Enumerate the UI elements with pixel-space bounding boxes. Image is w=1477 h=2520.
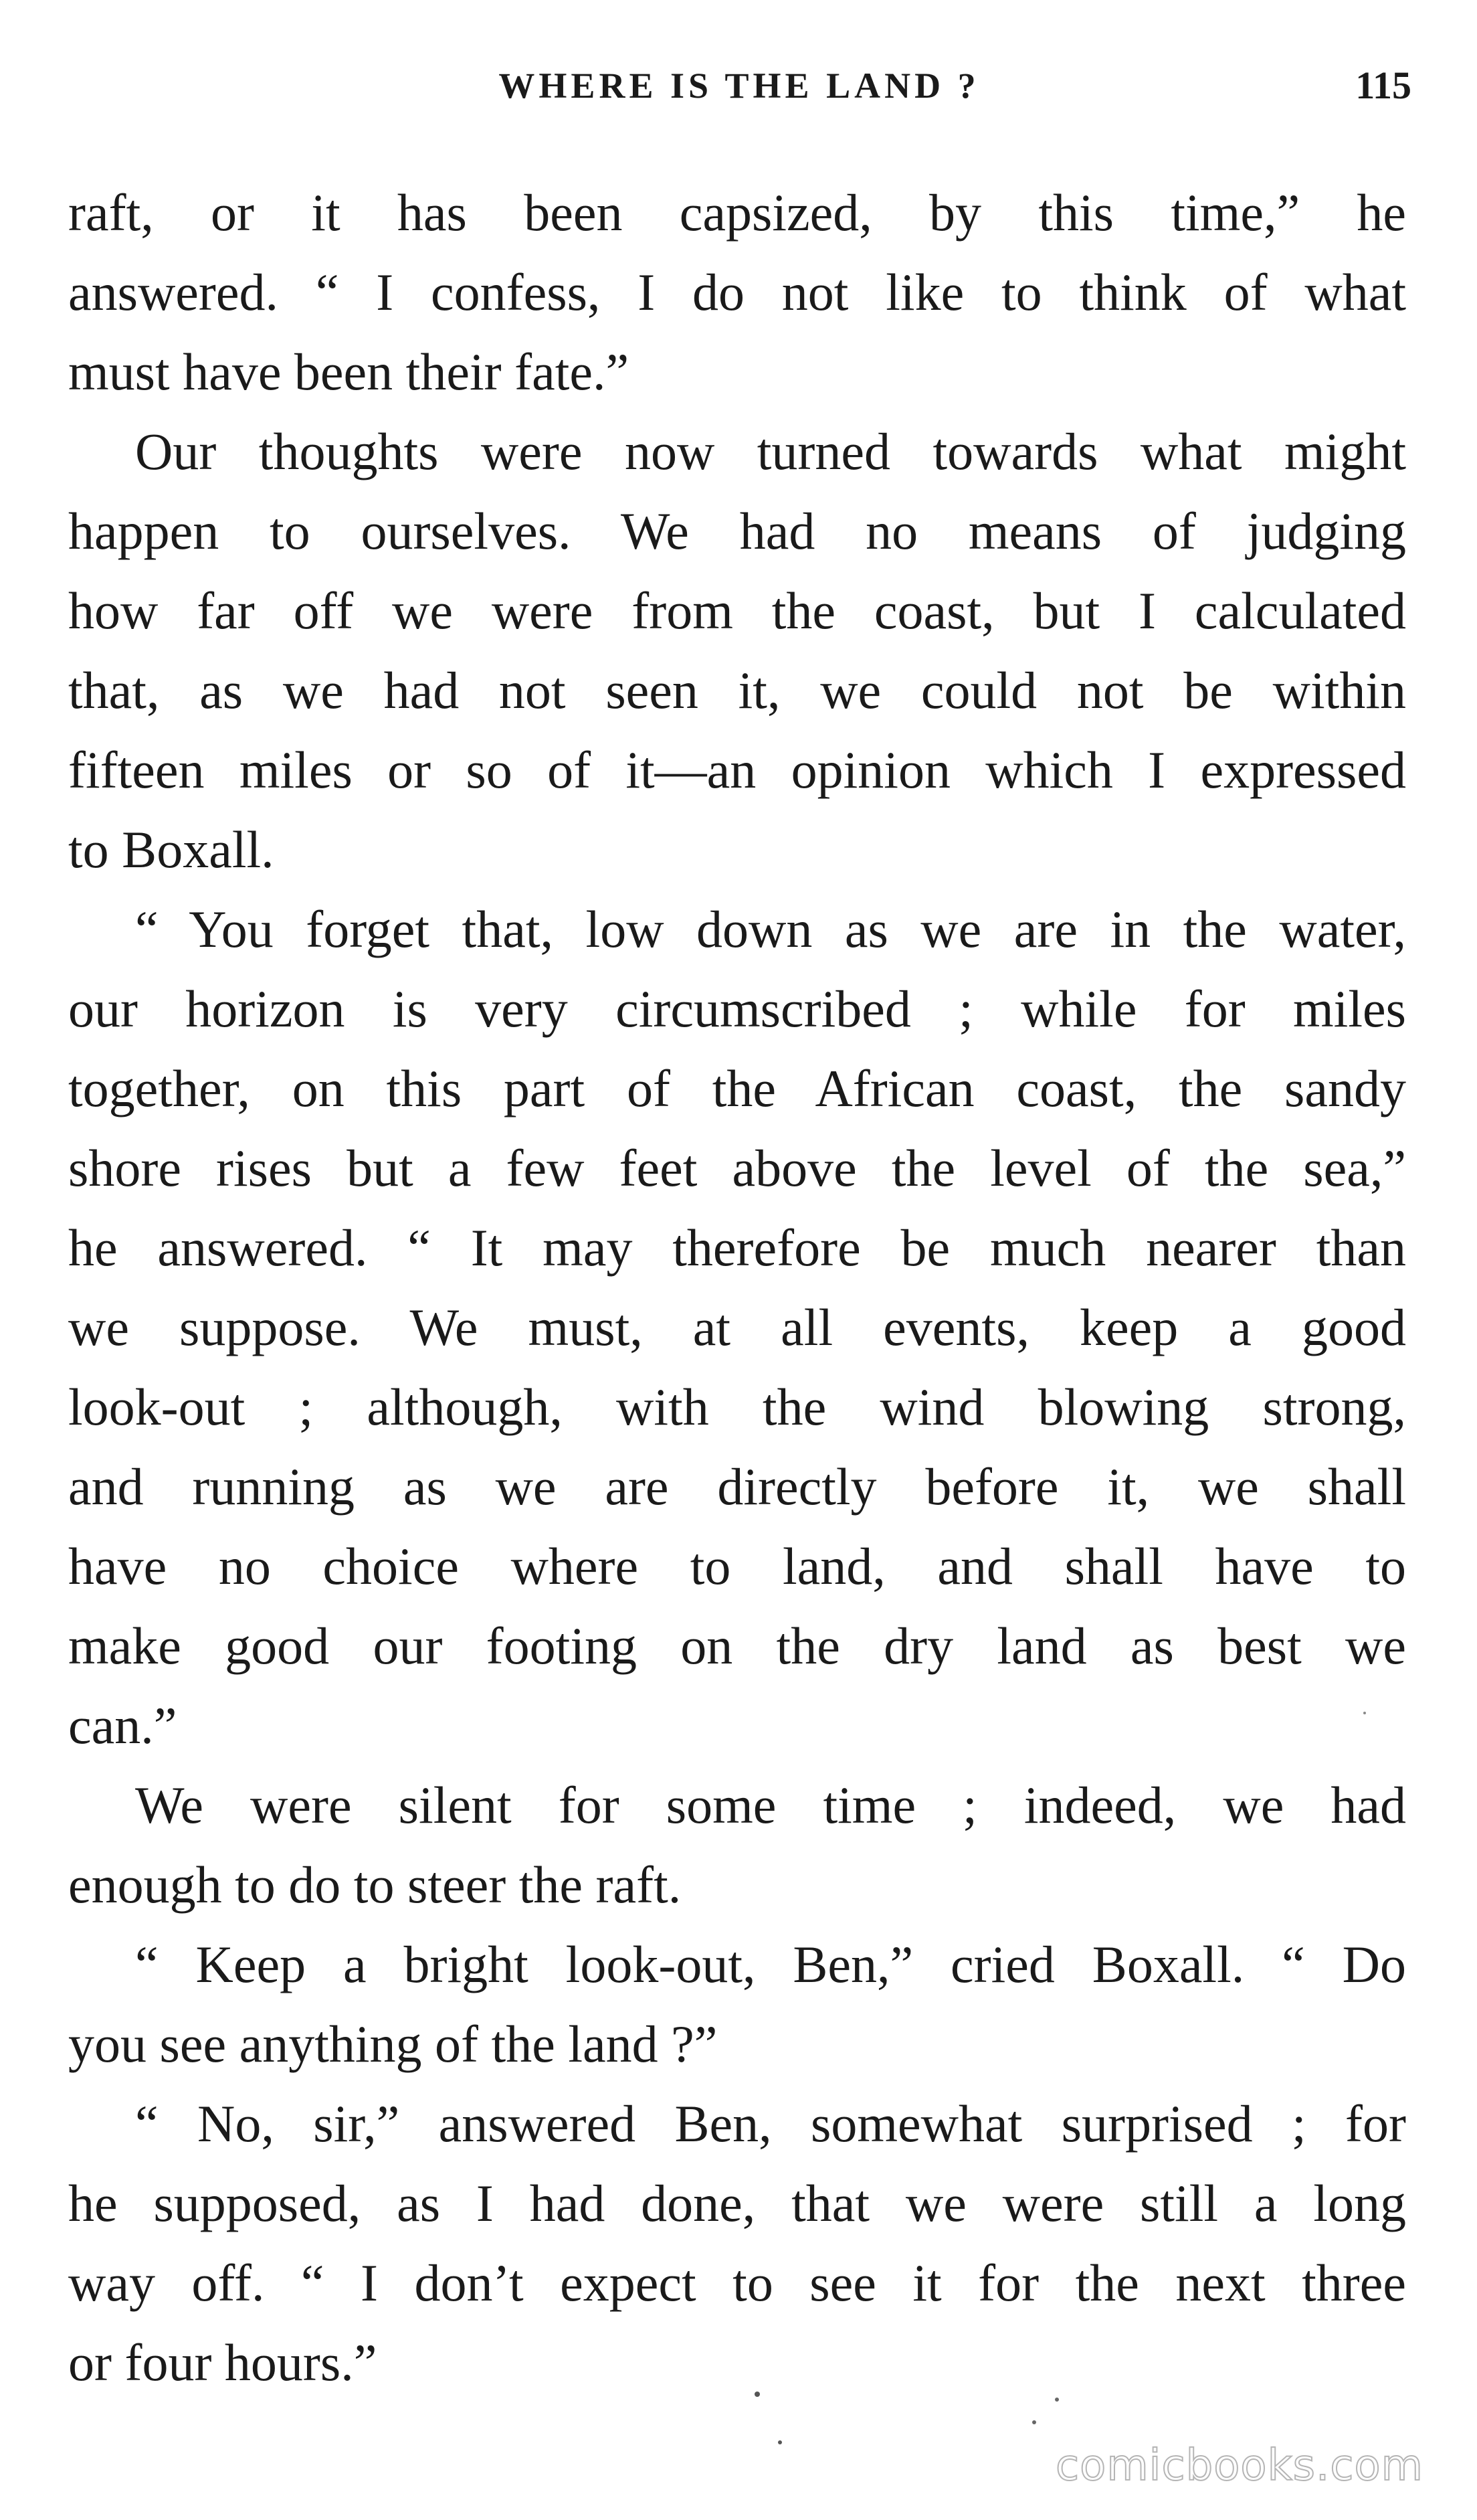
text-line: happen to ourselves. We had no means of judging xyxy=(68,502,1406,560)
text-line: he supposed, as I had done, that we were still a long xyxy=(68,2174,1406,2232)
text-line: Our thoughts were now turned towards what might xyxy=(135,422,1406,480)
text-line: we suppose. We must, at all events, keep a good xyxy=(68,1298,1406,1356)
text-line: “ Keep a bright look-out, Ben,” cried Boxall. “ Do xyxy=(135,1935,1406,1993)
body-text xyxy=(68,173,1406,2402)
running-title: WHERE IS THE LAND ? xyxy=(498,66,980,106)
ink-speck xyxy=(778,2440,782,2444)
text-line: or four hours.” xyxy=(68,2333,377,2392)
text-line: you see anything of the land ?” xyxy=(68,2015,718,2073)
text-line: way off. “ I don’t expect to see it for the next three xyxy=(68,2254,1406,2312)
text-line: We were silent for some time ; indeed, we had xyxy=(135,1776,1406,1834)
text-line: answered. “ I confess, I do not like to think of what xyxy=(68,263,1406,321)
text-line: fifteen miles or so of it—an opinion which I expressed xyxy=(68,741,1406,799)
running-header xyxy=(67,59,1411,112)
text-line: make good our footing on the dry land as best we xyxy=(68,1617,1406,1675)
text-line: how far off we were from the coast, but I calculated xyxy=(68,581,1406,640)
text-line: enough to do to steer the raft. xyxy=(68,1856,682,1914)
text-line: must have been their fate.” xyxy=(68,343,629,401)
text-line: to Boxall. xyxy=(68,820,274,879)
text-line: he answered. “ It may therefore be much nearer than xyxy=(68,1219,1406,1277)
text-line: together, on this part of the African coast, the sandy xyxy=(68,1059,1406,1117)
text-line: “ No, sir,” answered Ben, somewhat surprised ; for xyxy=(135,2094,1406,2153)
text-line: that, as we had not seen it, we could not be within xyxy=(68,661,1406,719)
text-line: and running as we are directly before it, we shall xyxy=(68,1457,1406,1516)
text-line: look-out ; although, with the wind blowing strong, xyxy=(68,1378,1406,1436)
text-line: “ You forget that, low down as we are in the water, xyxy=(135,900,1406,958)
text-line: can.” xyxy=(68,1696,177,1754)
text-line: shore rises but a few feet above the level of the sea,” xyxy=(68,1139,1406,1197)
watermark-logo: comicbooks.com xyxy=(1055,2441,1423,2491)
page-number: 115 xyxy=(1355,64,1411,107)
text-line: raft, or it has been capsized, by this time,” he xyxy=(68,183,1406,242)
text-line: our horizon is very circumscribed ; while for miles xyxy=(68,980,1406,1038)
ink-speck xyxy=(1032,2420,1036,2424)
text-line: have no choice where to land, and shall have to xyxy=(68,1537,1406,1595)
